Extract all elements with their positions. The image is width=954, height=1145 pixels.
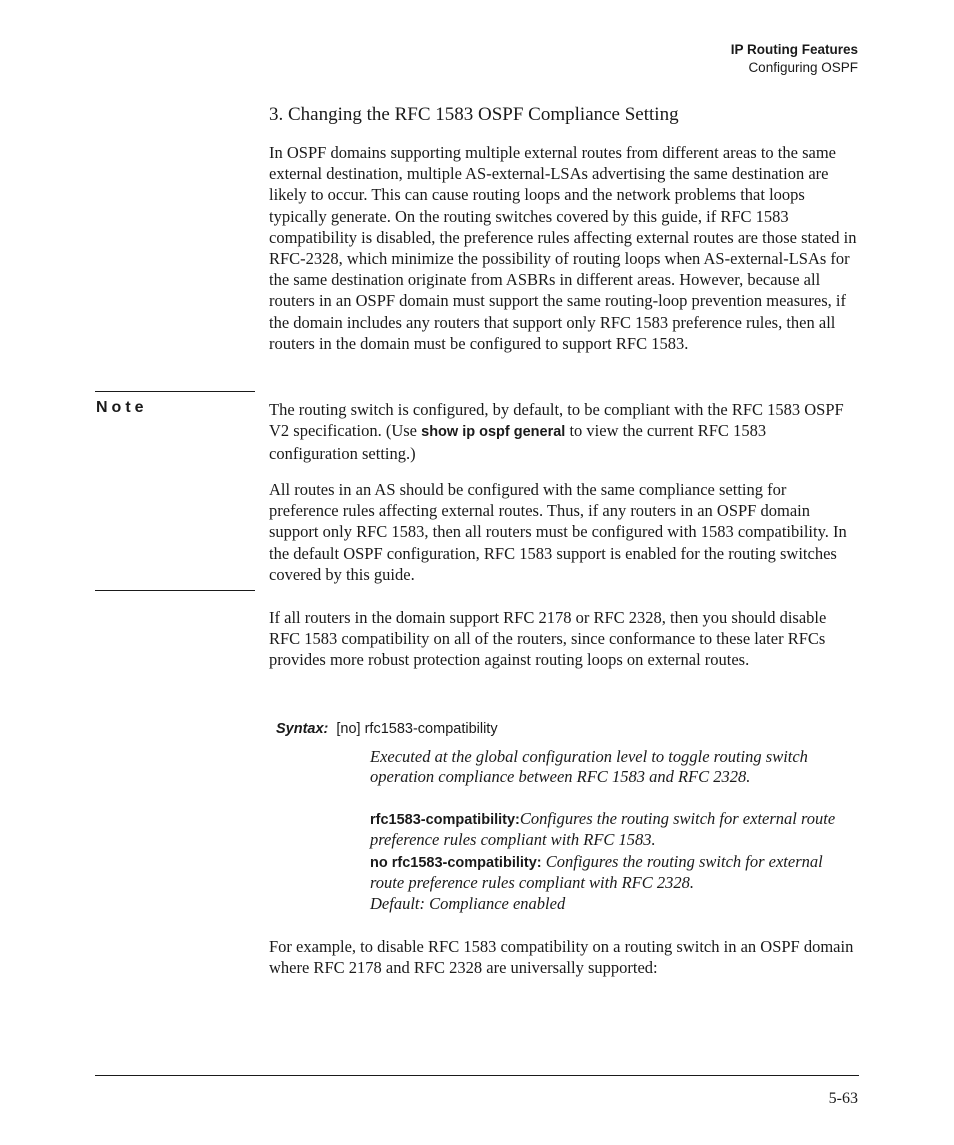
note-top-rule — [95, 391, 255, 392]
syntax-option-enable — [370, 809, 858, 850]
syntax-option-disable — [370, 852, 858, 893]
option-name: no rfc1583-compatibility: — [370, 855, 542, 871]
inline-command: show ip ospf general — [421, 424, 566, 441]
section-title: 3. Changing the RFC 1583 OSPF Compliance Setting — [269, 104, 679, 125]
example-paragraph: For example, to disable RFC 1583 compatibility on a routing switch in an OSPF domain where RFC 2178 and RFC 2328 are universally supported: — [269, 937, 854, 978]
intro-paragraph: In OSPF domains supporting multiple external routes from different areas to the same external destination, multiple AS-external-LSAs advertising the same destination are likely to occur. This can cause routing loops and the network problems that loops typically generate. On the routing switches covered by this guide, if RFC 1583 compatibility is disabled, the preference rules affecting external routes are those stated in RFC-2328, which minimize the possibility of routing loops when AS-external-LSAs for the same destination originate from ASBRs in different areas. However, because all routers in an OSPF domain must support the same routing-loop prevention measures, if the domain includes any routers that support only RFC 1583 preference rules, then all routers in the domain must be configured to support RFC 1583. — [269, 143, 857, 353]
syntax-description: Executed at the global configuration level to toggle routing switch operation compliance between RFC 1583 and RFC 2328. — [370, 747, 808, 786]
syntax-command: [no] rfc1583-compatibility — [336, 721, 498, 737]
note-text-after-command: to view the current RFC 1583 configuration setting.) — [269, 421, 767, 464]
note-label: Note — [96, 399, 148, 416]
note-text-before-command: The routing switch is configured, by default, to be compliant with the RFC 1583 OSPF V2 specification. (Use — [269, 400, 844, 441]
option-name: rfc1583-compatibility: — [370, 812, 520, 828]
syntax-label: Syntax: — [276, 721, 329, 737]
note-paragraph-2: All routes in an AS should be configured with the same compliance setting for preference rules affecting external routes. Thus, if any routers in an OSPF domain support only RFC 1583, then all routers must be configured with 1583 compatibility. In the default OSPF configuration, RFC 1583 support is enabled for the routing switches covered by this guide. — [269, 480, 847, 584]
page-number: 5-63 — [828, 1090, 858, 1107]
option-description: Configures the routing switch for external route preference rules compliant with RFC 1583. — [370, 809, 836, 849]
note-paragraph-1 — [269, 399, 859, 465]
header-chapter-title: IP Routing Features — [730, 42, 858, 57]
note-bottom-rule — [95, 590, 255, 591]
after-note-paragraph: If all routers in the domain support RFC 2178 or RFC 2328, then you should disable RFC 1583 compatibility on all of the routers, since conformance to these later RFCs provides more robust protection against routing loops on external routes. — [269, 608, 827, 670]
syntax-default: Default: Compliance enabled — [370, 894, 566, 913]
running-header — [731, 41, 858, 77]
syntax-line — [276, 719, 498, 739]
footer-rule — [95, 1075, 859, 1076]
header-section-title: Configuring OSPF — [748, 60, 858, 75]
option-description: Configures the routing switch for external route preference rules compliant with RFC 2328. — [370, 852, 823, 892]
